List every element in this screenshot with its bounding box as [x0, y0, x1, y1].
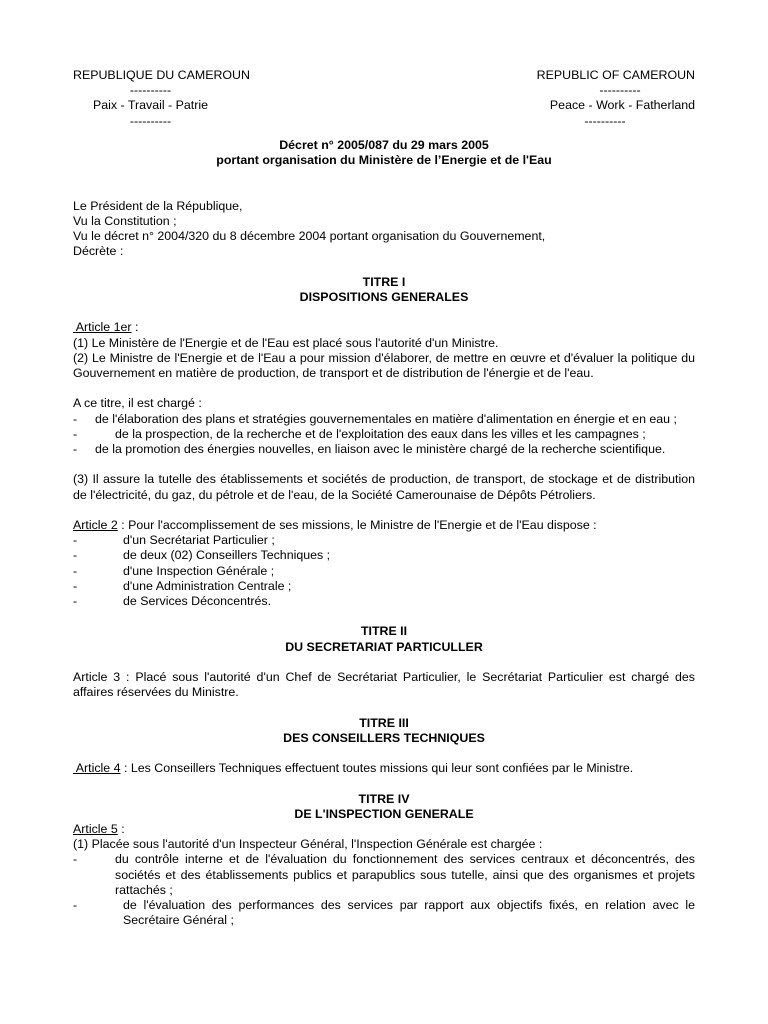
list-item: - de l'évaluation des performances des services par rapport aux objectifs fixés, en relation avec le Secrétaire Général ; [73, 897, 695, 928]
titre-4-label: TITRE IV [358, 791, 410, 806]
header-left-block [73, 68, 250, 129]
list-item: - de l'élaboration des plans et stratégies gouvernementales en matière d'alimentation en énergie et en eau ; [73, 411, 677, 426]
article-1-label: Article 1er [73, 320, 132, 335]
article-1-intro: A ce titre, il est chargé : [73, 396, 202, 411]
article-1-paragraph-3: (3) Il assure la tutelle des établissements et sociétés de production, de transport, de stockage et de distribution de l'électricité, du gaz, du pétrole et de l'eau, de la Société Camerounaise de Dépôts Pétroliers. [73, 472, 695, 502]
titre-3-label: TITRE III [359, 715, 409, 730]
list-item: - du contrôle interne et de l'évaluation du fonctionnement des services centraux et déconcentrés, des sociétés et des établissements publics et parapublics sous tutelle, ainsi que des organismes et projets rattachés ; [73, 852, 695, 897]
article-2-intro: Article 2 : Pour l'accomplissement de ses missions, le Ministre de l'Energie et de l'Eau dispose : [73, 517, 597, 532]
article-5-paragraph-1: (1) Placée sous l'autorité d'un Inspecteur Général, l'Inspection Générale est chargée : [73, 837, 543, 852]
titre-4-heading: DE L'INSPECTION GENERALE [294, 806, 474, 821]
article-2-label: Article 2 [73, 517, 118, 532]
article-4-paragraph: Article 4 : Les Conseillers Techniques effectuent toutes missions qui leur sont confiées par le Ministre. [73, 761, 634, 776]
list-item: - d'une Inspection Générale ; [73, 563, 275, 578]
article-5-heading: Article 5 : [73, 821, 125, 836]
header-right-block [520, 68, 695, 129]
article-4-label: Article 4 [73, 761, 121, 776]
header-right-separator-2: ---------- [584, 113, 626, 128]
document-body [73, 138, 695, 928]
header-left-motto: Paix - Travail - Patrie [93, 98, 208, 113]
titre-1-label: TITRE I [362, 274, 406, 289]
decree-subtitle: portant organisation du Ministère de l’Energie et de l'Eau [216, 153, 552, 168]
preamble-line: Le Président de la République, [73, 198, 243, 213]
article-1-heading: Article 1er : [73, 320, 139, 335]
preamble-line: Vu la Constitution ; [73, 213, 177, 228]
article-1-paragraph-2: (2) Le Ministre de l'Energie et de l'Eau a pour mission d'élaborer, de mettre en œuvre et d'évaluer la politique du Gouvernement en matière de production, de transport et de distribution de l'énergie et de l'eau. [73, 350, 695, 380]
list-item: - de la promotion des énergies nouvelles, en liaison avec le ministère chargé de la recherche scientifique. [73, 441, 666, 456]
header-right-motto: Peace - Work - Fatherland [549, 98, 695, 113]
header-right-country: REPUBLIC OF CAMEROUN [536, 68, 695, 82]
header-right-separator: ---------- [599, 83, 641, 98]
article-1-paragraph-1: (1) Le Ministère de l'Energie et de l'Eau est placé sous l'autorité d'un Ministre. [73, 335, 499, 350]
titre-3-heading: DES CONSEILLERS TECHNIQUES [283, 730, 485, 745]
titre-1-heading: DISPOSITIONS GENERALES [299, 289, 469, 304]
list-item: - de Services Déconcentrés. [73, 593, 272, 608]
decree-title: Décret n° 2005/087 du 29 mars 2005 [279, 138, 489, 152]
list-item: - d'un Secrétariat Particulier ; [73, 533, 275, 548]
header-left-country: REPUBLIQUE DU CAMEROUN [73, 68, 250, 82]
titre-2-label: TITRE II [360, 624, 408, 639]
titre-2-heading: DU SECRETARIAT PARTICULLER [285, 639, 483, 654]
list-item: - de la prospection, de la recherche et de l'exploitation des eaux dans les villes et les campagnes ; [73, 426, 646, 441]
list-item: - de deux (02) Conseillers Techniques ; [73, 548, 331, 563]
preamble-line: Décrète : [73, 244, 124, 259]
header-left-separator-2: ---------- [129, 113, 172, 128]
header-left-separator: ---------- [129, 83, 172, 98]
article-3-paragraph: Article 3 : Placé sous l'autorité d'un Chef de Secrétariat Particulier, le Secrétariat Particulier est chargé des affaires réservées du Ministre. [73, 669, 695, 700]
article-5-label: Article 5 [73, 821, 118, 836]
preamble-line: Vu le décret n° 2004/320 du 8 décembre 2004 portant organisation du Gouvernement, [73, 229, 546, 244]
document-header [0, 68, 768, 128]
list-item: - d'une Administration Centrale ; [73, 578, 292, 593]
